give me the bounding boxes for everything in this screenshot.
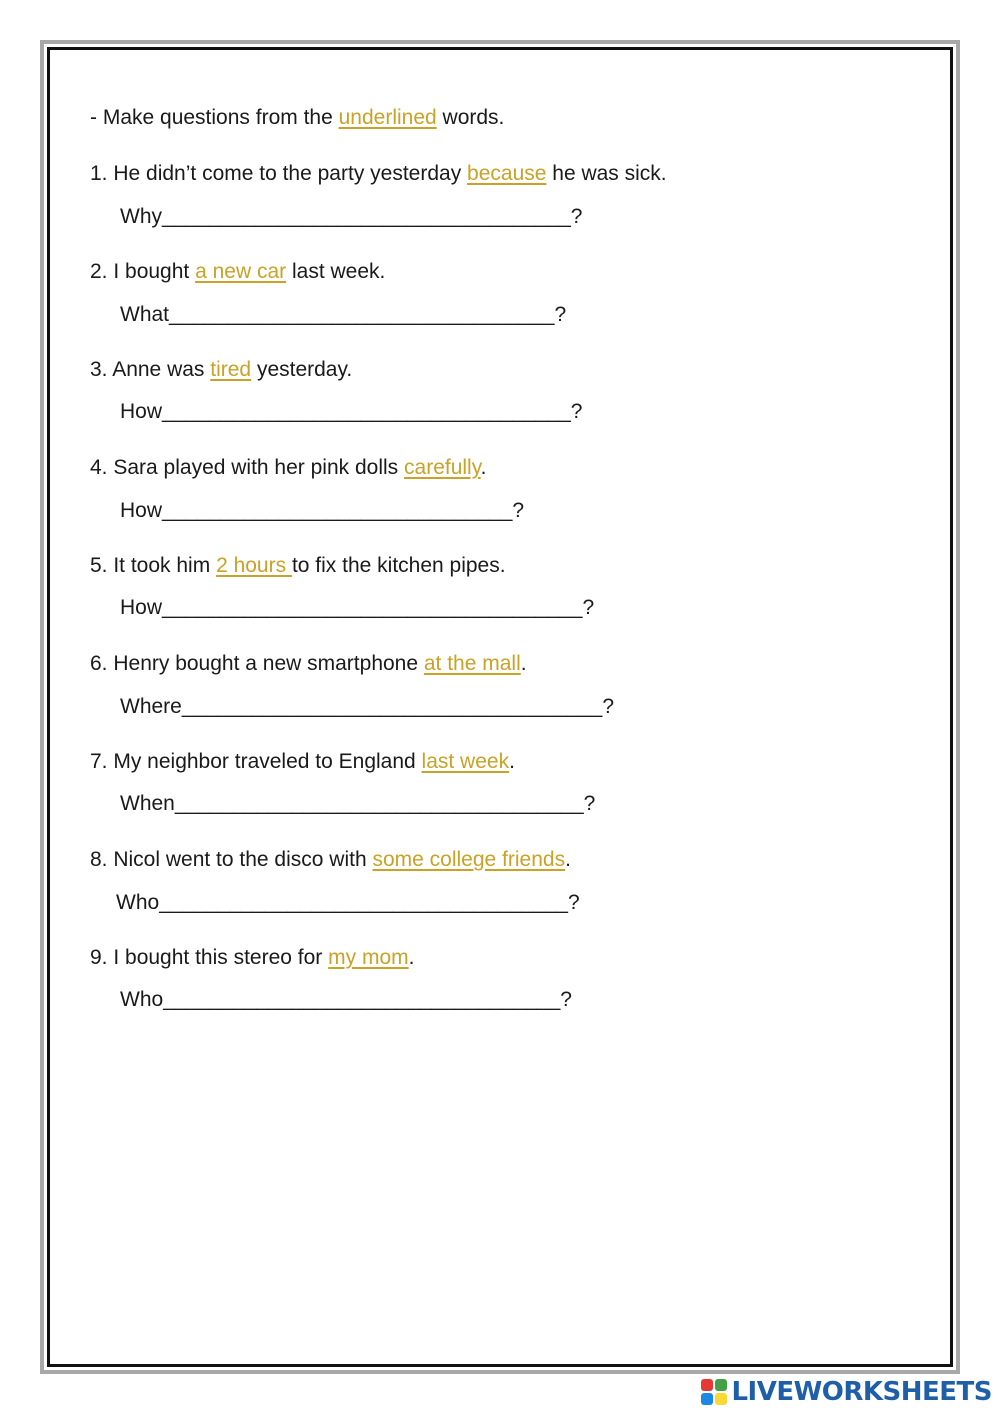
underlined-word: at the mall [423,652,521,675]
underlined-word: some college friends [372,848,566,871]
question-9 [90,946,414,970]
logo-text: LIVEWORKSHEETS [731,1377,992,1407]
question-mark: ? [570,400,583,423]
answer-prompt: Why [120,205,162,228]
question-text-end: . [509,750,515,773]
question-text-end: yesterday. [251,358,353,381]
answer-prompt: Where [120,695,182,718]
underlined-word: 2 hours [216,554,292,577]
instruction [90,106,504,130]
logo-icon [701,1379,727,1405]
question-4 [90,456,487,480]
question-6 [90,652,527,676]
question-text-end: to fix the kitchen pipes. [291,554,506,577]
answer-line-6[interactable] [120,695,614,719]
answer-blank[interactable]: _________________________________ [169,303,555,326]
answer-line-5[interactable] [120,596,594,620]
question-text-end: . [408,946,415,969]
answer-prompt: How [120,400,163,423]
answer-prompt: Who [116,891,160,914]
answer-line-8[interactable] [116,891,580,915]
underlined-word: tired [210,358,252,381]
question-mark: ? [560,988,572,1011]
question-text: 6. Henry bought a new smartphone [90,652,424,675]
question-text-end: . [520,652,527,675]
question-1 [90,162,667,186]
question-7 [90,750,515,774]
underlined-word: because [467,162,547,185]
answer-blank[interactable]: ____________________________________ [162,596,583,619]
answer-line-3[interactable] [120,400,582,424]
answer-blank[interactable]: ___________________________________ [162,205,571,228]
instruction-text: - Make questions from the [90,106,339,129]
answer-line-1[interactable] [120,205,582,229]
underlined-word: last week [421,750,510,773]
underlined-word: my mom [328,946,409,969]
answer-blank[interactable]: ______________________________ [162,499,513,522]
question-mark: ? [602,695,614,718]
answer-prompt: How [120,499,163,522]
question-text: 2. I bought [90,260,196,283]
question-5 [90,554,506,578]
question-3 [90,358,352,382]
answer-blank[interactable]: ___________________________________ [174,792,584,815]
question-mark: ? [512,499,525,522]
answer-line-2[interactable] [120,303,566,327]
question-mark: ? [583,792,596,815]
question-text: 1. He didn’t come to the party yesterday [90,162,468,185]
answer-prompt: How [120,596,163,619]
liveworksheets-logo[interactable] [701,1377,992,1407]
question-text: 8. Nicol went to the disco with [90,848,373,871]
answer-blank[interactable]: ____________________________________ [181,695,603,718]
question-text: 7. My neighbor traveled to England [90,750,422,773]
answer-prompt: What [120,303,170,326]
question-text: 4. Sara played with her pink dolls [90,456,405,479]
question-mark: ? [567,891,580,914]
underlined-word: carefully [404,456,481,479]
question-mark: ? [570,205,583,228]
instruction-text-end: words. [436,106,505,129]
instruction-highlight: underlined [338,106,437,129]
question-2 [90,260,385,284]
question-8 [90,848,571,872]
question-text-end: last week. [286,260,386,283]
underlined-word: a new car [195,260,287,283]
answer-line-7[interactable] [120,792,595,816]
question-text-end: . [565,848,571,871]
question-text: 3. Anne was [90,358,211,381]
answer-line-9[interactable] [120,988,572,1012]
answer-prompt: Who [120,988,164,1011]
question-mark: ? [582,596,595,619]
answer-blank[interactable]: ___________________________________ [162,400,571,423]
question-text: 9. I bought this stereo for [90,946,329,969]
answer-prompt: When [120,792,175,815]
answer-blank[interactable]: __________________________________ [163,988,561,1011]
answer-blank[interactable]: ___________________________________ [159,891,568,914]
question-text: 5. It took him [90,554,217,577]
question-mark: ? [554,303,567,326]
question-text-end: he was sick. [546,162,667,185]
answer-line-4[interactable] [120,499,524,523]
question-text-end: . [480,456,487,479]
